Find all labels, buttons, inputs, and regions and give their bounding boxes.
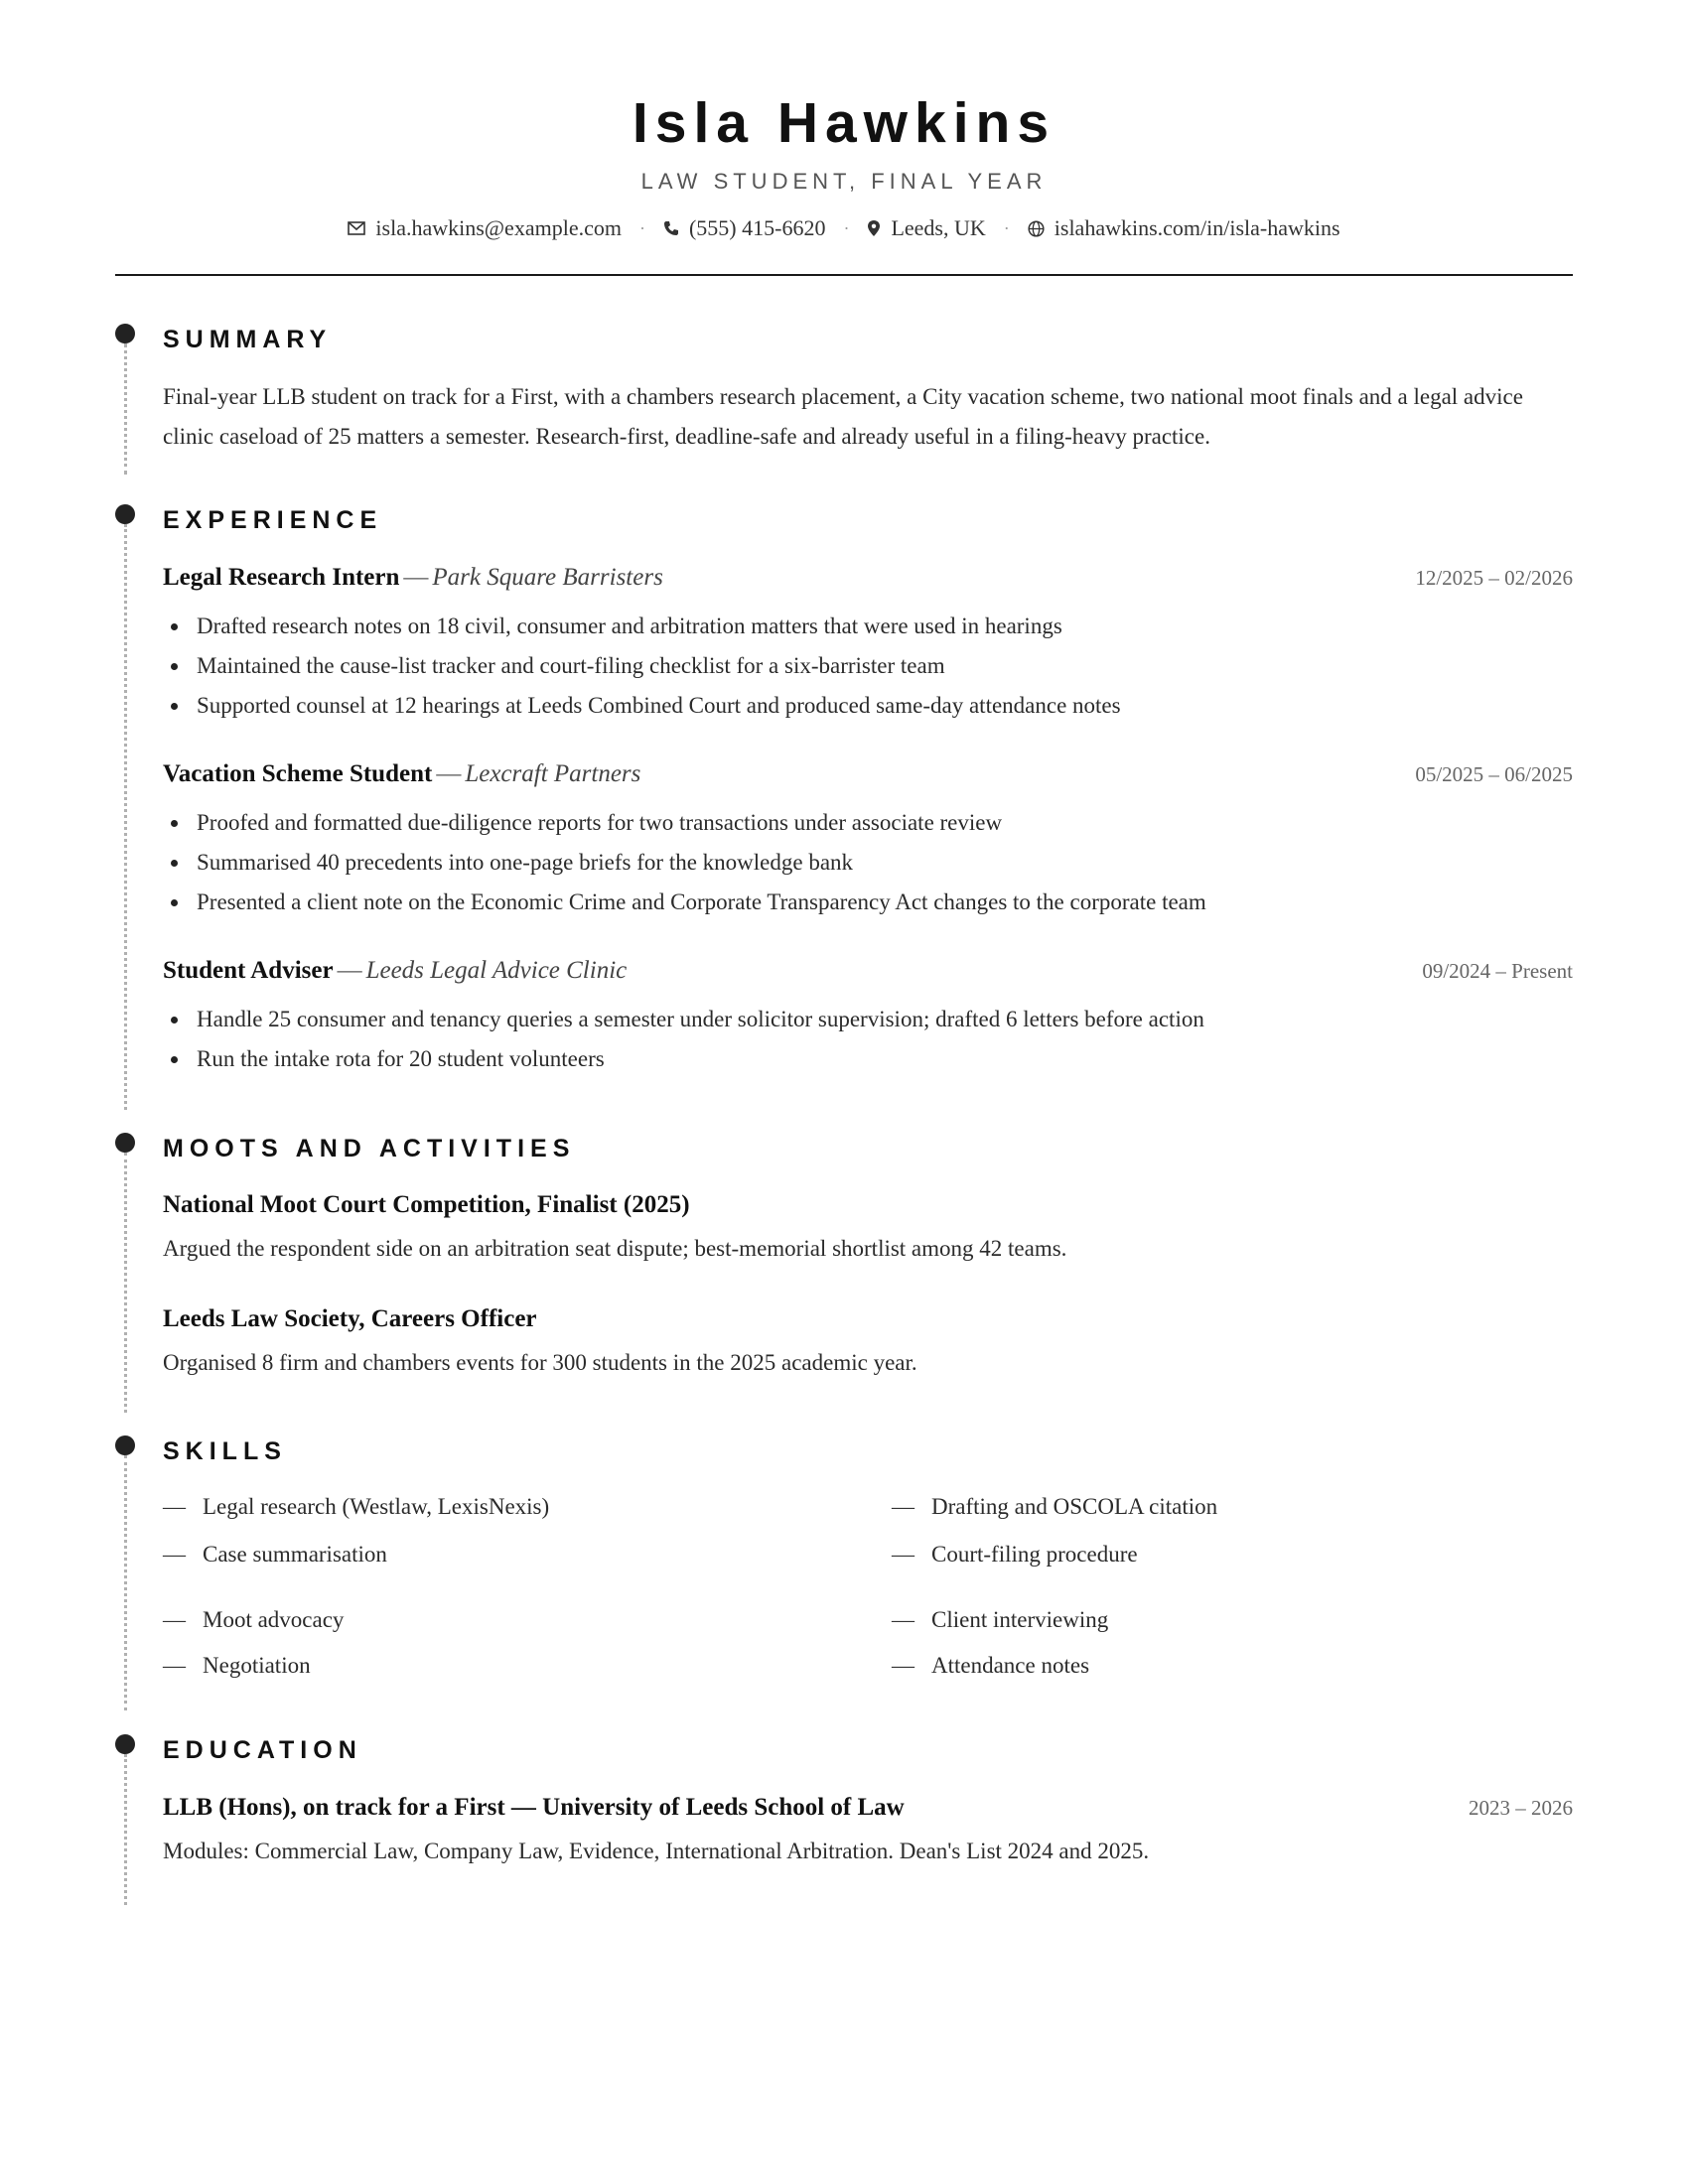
- skill-text: Client interviewing: [931, 1607, 1109, 1632]
- moots-section: [115, 1133, 1573, 1411]
- skill-marker: —: [892, 1542, 914, 1567]
- timeline-line: [124, 343, 127, 475]
- skill-item: [892, 1491, 1217, 1523]
- skill-text: Negotiation: [203, 1653, 311, 1678]
- bullet-item: Presented a client note on the Economic Crime and Corporate Transparency Act changes to the corporate team: [163, 883, 1573, 922]
- skill-text: Moot advocacy: [203, 1607, 345, 1632]
- bullet-item: Handle 25 consumer and tenancy queries a semester under solicitor supervision; drafted 6 letters before action: [163, 1000, 1573, 1039]
- job-dates: 09/2024 – Present: [1422, 959, 1573, 983]
- activity-entry: [163, 1189, 1573, 1269]
- timeline-line: [124, 524, 127, 1110]
- envelope-icon: [348, 221, 365, 235]
- job-organisation: Park Square Barristers: [432, 564, 663, 591]
- education-section: [115, 1734, 1573, 1903]
- job-dates: 05/2025 – 06/2025: [1415, 762, 1573, 786]
- skill-marker: —: [163, 1607, 186, 1632]
- education-entry: [163, 1792, 1573, 1871]
- bullet-item: Supported counsel at 12 hearings at Leeds Combined Court and produced same-day attendance notes: [163, 686, 1573, 726]
- phone-icon: [663, 220, 679, 236]
- globe-icon: [1028, 220, 1045, 237]
- bullet-item: Proofed and formatted due-diligence reports for two transactions under associate review: [163, 803, 1573, 843]
- contact-email[interactable]: [348, 214, 622, 242]
- skill-text: Case summarisation: [203, 1542, 387, 1567]
- education-dates: 2023 – 2026: [1469, 1796, 1573, 1820]
- skill-marker: —: [892, 1494, 914, 1519]
- experience-entry: [163, 562, 1573, 726]
- degree-title: LLB (Hons), on track for a First — University of Leeds School of Law: [163, 1794, 905, 1821]
- education-details: Modules: Commercial Law, Company Law, Evidence, International Arbitration. Dean's List 2024 and 2025.: [163, 1839, 1150, 1863]
- contact-location: [867, 214, 985, 242]
- skill-item: [892, 1650, 1089, 1682]
- skill-marker: —: [892, 1653, 914, 1678]
- title-dash: —: [403, 564, 429, 591]
- section-title: SKILLS: [163, 1437, 287, 1465]
- bullet-item: Run the intake rota for 20 student volunteers: [163, 1039, 1573, 1079]
- skill-item: [163, 1539, 387, 1570]
- job-organisation: Lexcraft Partners: [465, 760, 641, 787]
- skill-item: [163, 1650, 311, 1682]
- section-marker: [115, 1435, 135, 1455]
- timeline-line: [124, 1455, 127, 1710]
- skill-text: Drafting and OSCOLA citation: [931, 1494, 1218, 1519]
- experience-section: [115, 504, 1573, 1110]
- contact-line: [115, 214, 1573, 242]
- job-title: Vacation Scheme Student: [163, 760, 433, 787]
- summary-section: [115, 324, 1573, 482]
- job-bullets: [163, 1000, 1573, 1079]
- job-organisation: Leeds Legal Advice Clinic: [365, 957, 628, 984]
- skill-text: Court-filing procedure: [931, 1542, 1138, 1567]
- skill-item: [163, 1491, 549, 1523]
- skill-item: [163, 1604, 344, 1636]
- job-bullets: [163, 803, 1573, 922]
- title-dash: —: [337, 957, 362, 984]
- skill-item: [892, 1604, 1108, 1636]
- header-divider: [115, 274, 1573, 276]
- timeline-line: [124, 1153, 127, 1413]
- skill-text: Attendance notes: [931, 1653, 1090, 1678]
- job-bullets: [163, 607, 1573, 726]
- section-marker: [115, 1133, 135, 1153]
- contact-separator: ·: [1003, 218, 1010, 238]
- section-marker: [115, 504, 135, 524]
- section-title: SUMMARY: [163, 326, 333, 353]
- contact-separator: ·: [638, 218, 645, 238]
- contact-website-text: islahawkins.com/in/isla-hawkins: [1054, 215, 1340, 240]
- bullet-item: Summarised 40 precedents into one-page briefs for the knowledge bank: [163, 843, 1573, 883]
- job-dates: 12/2025 – 02/2026: [1415, 566, 1573, 590]
- contact-phone-text: (555) 415-6620: [688, 215, 826, 240]
- contact-email-text: isla.hawkins@example.com: [375, 215, 622, 240]
- contact-separator: ·: [843, 218, 850, 238]
- skill-marker: —: [892, 1607, 914, 1632]
- activity-description: Organised 8 firm and chambers events for 300 students in the 2025 academic year.: [163, 1350, 917, 1375]
- bullet-item: Maintained the cause-list tracker and court-filing checklist for a six-barrister team: [163, 646, 1573, 686]
- skill-marker: —: [163, 1653, 186, 1678]
- activity-title: National Moot Court Competition, Finalist (2025): [163, 1191, 690, 1218]
- contact-phone[interactable]: [663, 214, 825, 242]
- contact-website[interactable]: [1028, 214, 1340, 242]
- title-dash: —: [436, 760, 462, 787]
- skill-item: [892, 1539, 1138, 1570]
- section-marker: [115, 1734, 135, 1754]
- experience-entry: [163, 758, 1573, 922]
- activity-description: Argued the respondent side on an arbitration seat dispute; best-memorial shortlist among 42 teams.: [163, 1236, 1067, 1261]
- location-pin-icon: [867, 219, 881, 237]
- skill-text: Legal research (Westlaw, LexisNexis): [203, 1494, 550, 1519]
- timeline-line: [124, 1754, 127, 1905]
- bullet-item: Drafted research notes on 18 civil, consumer and arbitration matters that were used in hearings: [163, 607, 1573, 646]
- summary-text: Final-year LLB student on track for a First, with a chambers research placement, a City vacation scheme, two national moot finals and a legal advice clinic caseload of 25 matters a semester. Research-first, deadline-safe and already useful in a filing-heavy practice.: [163, 384, 1523, 449]
- section-title: MOOTS AND ACTIVITIES: [163, 1135, 576, 1162]
- skill-marker: —: [163, 1542, 186, 1567]
- candidate-name: Isla Hawkins: [632, 91, 1056, 155]
- activity-title: Leeds Law Society, Careers Officer: [163, 1305, 537, 1332]
- skills-section: [115, 1435, 1573, 1708]
- resume-header: [115, 87, 1573, 242]
- candidate-role: LAW STUDENT, FINAL YEAR: [640, 169, 1048, 194]
- job-title: Legal Research Intern: [163, 564, 400, 591]
- contact-location-text: Leeds, UK: [891, 215, 986, 240]
- section-title: EDUCATION: [163, 1736, 362, 1764]
- activity-entry: [163, 1303, 1573, 1383]
- section-marker: [115, 324, 135, 343]
- skill-marker: —: [163, 1494, 186, 1519]
- experience-entry: [163, 955, 1573, 1079]
- job-title: Student Adviser: [163, 957, 334, 984]
- section-title: EXPERIENCE: [163, 506, 383, 534]
